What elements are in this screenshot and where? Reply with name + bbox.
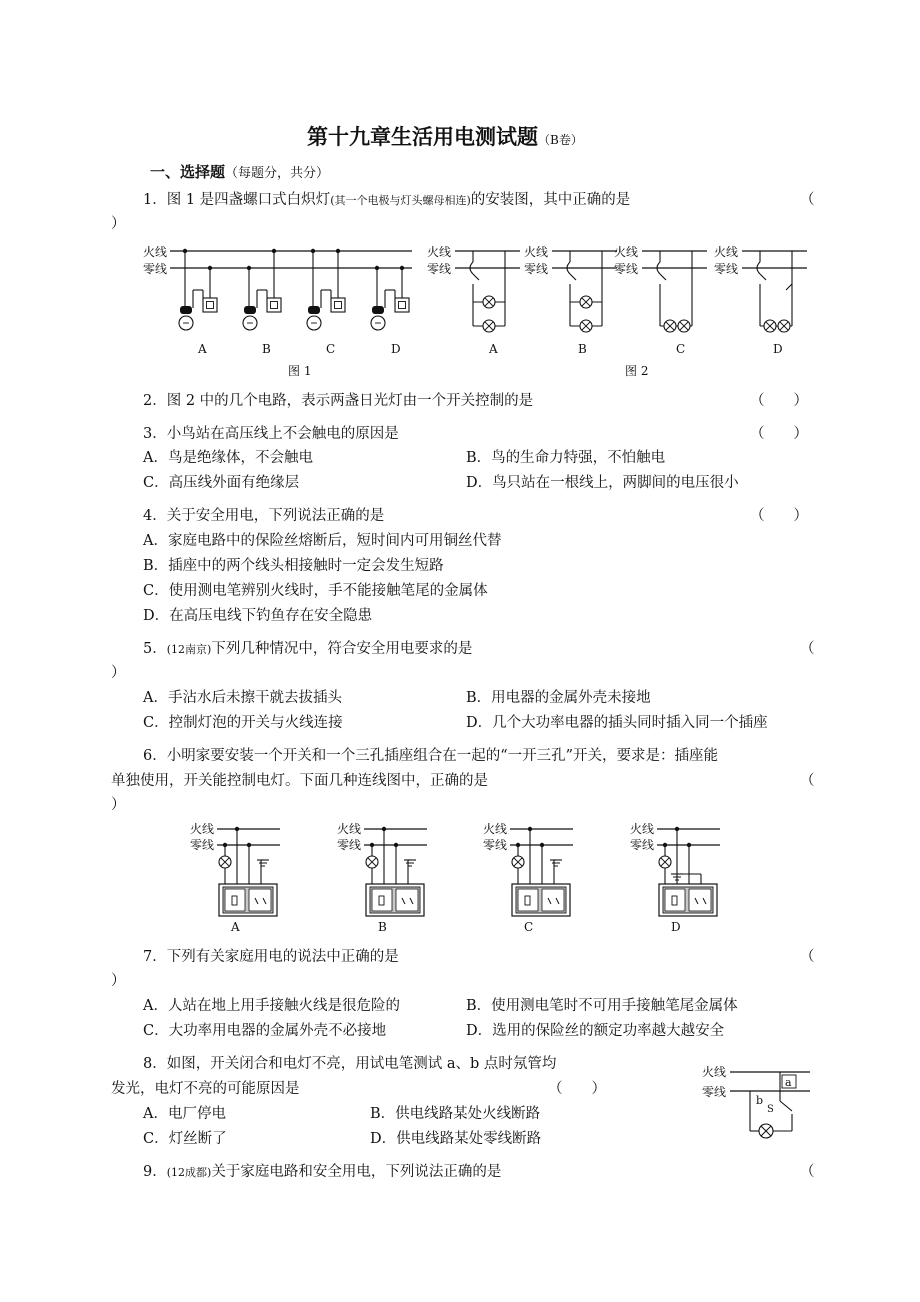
fluorescent-lamp-icon xyxy=(483,320,495,332)
socket-half xyxy=(396,889,418,911)
q5-option-d: D．几个大功率电器的插头同时插入同一个插座 xyxy=(466,715,768,731)
q8-number: 8． xyxy=(143,1056,167,1072)
q1-note: (其一个电极与灯头螺母相连) xyxy=(330,194,471,207)
q1-number: 1． xyxy=(143,192,167,208)
q5-answer-open: （ xyxy=(800,641,815,657)
fig2-neutral-label: 零线 xyxy=(614,262,639,276)
q7-answer-open: （ xyxy=(800,949,815,965)
q6-line2: 单独使用，开关能控制电灯。下面几种连线图中，正确的是 xyxy=(111,773,488,789)
q4-option-a: A．家庭电路中的保险丝熔断后，短时间内可用铜丝代替 xyxy=(143,533,502,549)
title-text: 第十九章生活用电测试题 xyxy=(307,125,538,149)
junction-dot xyxy=(375,266,379,270)
fig2-circuit-c xyxy=(614,244,707,332)
fig6-live-label: 火线 xyxy=(630,822,655,836)
q3-number: 3． xyxy=(143,426,167,442)
q7-option-d: D．选用的保险丝的额定功率越大越安全 xyxy=(466,1023,725,1039)
junction-dot xyxy=(516,843,520,847)
fig2-caption: 图 2 xyxy=(625,364,649,378)
q5-text: 下列几种情况中，符合安全用电要求的是 xyxy=(211,641,473,657)
q8-line1: 如图，开关闭合和电灯不亮，用试电笔测试 a、b 点时氖管均 xyxy=(166,1056,557,1072)
junction-dot xyxy=(183,249,187,253)
q6-answer-close: ） xyxy=(111,797,126,813)
q9-text: 关于家庭电路和安全用电，下列说法正确的是 xyxy=(211,1164,502,1180)
q8-option-b: B．供电线路某处火线断路 xyxy=(370,1106,541,1122)
fig2-label-d: D xyxy=(773,342,783,356)
fig6-live-label: 火线 xyxy=(483,822,508,836)
junction-dot xyxy=(247,843,251,847)
question-6 xyxy=(143,744,718,765)
fig6-label-b: B xyxy=(378,920,387,934)
section-heading xyxy=(150,161,329,182)
section-label: 一、选择题 xyxy=(150,163,226,181)
q4-option-d: D．在高压电线下钓鱼存在安全隐患 xyxy=(143,608,373,624)
q6-number: 6． xyxy=(143,748,167,764)
fig1-live-label: 火线 xyxy=(143,245,168,259)
q5-number: 5． xyxy=(143,641,167,657)
fig1-circuit-a xyxy=(179,249,217,330)
fig1-label-a: A xyxy=(198,342,207,356)
q1-text: 图 1 是四盏螺口式白炽灯 xyxy=(166,192,331,208)
q7-option-a: A．人站在地上用手接触火线是很危险的 xyxy=(143,998,400,1014)
figure-1 xyxy=(140,240,430,380)
question-9 xyxy=(143,1160,501,1181)
fig2-neutral-label: 零线 xyxy=(714,262,739,276)
junction-dot xyxy=(382,827,386,831)
junction-dot xyxy=(336,249,340,253)
fig2-label-a: A xyxy=(489,342,498,356)
bulb-socket xyxy=(244,306,256,314)
q8-option-c: C．灯丝断了 xyxy=(143,1131,227,1147)
fig2-label-b: B xyxy=(578,342,587,356)
junction-dot xyxy=(400,266,404,270)
fig6-live-label: 火线 xyxy=(190,822,215,836)
q3-option-d: D．鸟只站在一根线上，两脚间的电压很小 xyxy=(466,475,739,491)
q1-answer-close: ） xyxy=(111,216,126,232)
switch-inner xyxy=(207,302,214,309)
q2-text: 图 2 中的几个电路，表示两盏日光灯由一个开关控制的是 xyxy=(166,393,534,409)
q9-answer-open: （ xyxy=(800,1164,815,1180)
fig6-label-c: C xyxy=(524,920,534,934)
junction-dot xyxy=(687,843,691,847)
fig1-circuit-d xyxy=(371,266,409,330)
fig2-circuit-d xyxy=(714,244,807,332)
fig6-live-label: 火线 xyxy=(337,822,362,836)
junction-dot xyxy=(663,843,667,847)
q6-line1: 小明家要安装一个开关和一个三孔插座组合在一起的“一开三孔”开关，要求是：插座能 xyxy=(166,748,719,764)
q5-option-a: A．手沾水后未擦干就去拔插头 xyxy=(143,690,342,706)
question-8 xyxy=(143,1052,556,1073)
fig8-point-a: a xyxy=(785,1076,792,1089)
fluorescent-lamp-icon xyxy=(678,320,690,332)
fig6-neutral-label: 零线 xyxy=(483,838,508,852)
q5-source: (12南京) xyxy=(166,643,212,656)
q7-option-b: B．使用测电笔时不可用手接触笔尾金属体 xyxy=(466,998,738,1014)
q2-answer: （ ） xyxy=(750,393,808,409)
fluorescent-lamp-icon xyxy=(483,296,495,308)
junction-dot xyxy=(208,266,212,270)
switch-inner xyxy=(335,302,342,309)
junction-dot xyxy=(223,843,227,847)
q4-answer: （ ） xyxy=(750,508,808,524)
q3-option-b: B．鸟的生命力特强，不怕触电 xyxy=(466,450,666,466)
junction-dot xyxy=(675,827,679,831)
section-note: （每题分，共分） xyxy=(225,166,330,181)
switch-inner xyxy=(271,302,278,309)
q1-text-b: 的安装图，其中正确的是 xyxy=(470,192,631,208)
q8-line2: 发光，电灯不亮的可能原因是 xyxy=(111,1081,300,1097)
q7-answer-close: ） xyxy=(111,973,126,989)
q4-number: 4． xyxy=(143,508,167,524)
q3-answer: （ ） xyxy=(750,426,808,442)
question-7 xyxy=(143,945,399,966)
fluorescent-lamp-icon xyxy=(778,320,790,332)
question-4 xyxy=(143,504,384,525)
question-3 xyxy=(143,422,399,443)
fig6-circuit-c xyxy=(483,821,573,916)
q3-option-a: A．鸟是绝缘体，不会触电 xyxy=(143,450,313,466)
fluorescent-lamp-icon xyxy=(580,320,592,332)
q6-answer-open: （ xyxy=(800,773,815,789)
figure-2 xyxy=(425,240,815,380)
fig2-live-label: 火线 xyxy=(427,245,452,259)
fig6-neutral-label: 零线 xyxy=(630,838,655,852)
socket-half xyxy=(689,889,711,911)
fig1-label-d: D xyxy=(391,342,401,356)
fig2-neutral-label: 零线 xyxy=(427,262,452,276)
q1-answer-open: （ xyxy=(800,192,815,208)
q2-number: 2． xyxy=(143,393,167,409)
fluorescent-lamp-icon xyxy=(664,320,676,332)
q8-option-a: A．电厂停电 xyxy=(143,1106,226,1122)
q4-text: 关于安全用电，下列说法正确的是 xyxy=(166,508,385,524)
fig6-circuit-d xyxy=(630,821,720,916)
switch-toggle xyxy=(672,896,677,905)
q5-option-c: C．控制灯泡的开关与火线连接 xyxy=(143,715,343,731)
fig6-label-a: A xyxy=(231,920,240,934)
q4-option-c: C．使用测电笔辨别火线时，手不能接触笔尾的金属体 xyxy=(143,583,488,599)
question-5 xyxy=(143,637,472,658)
fluorescent-lamp-icon xyxy=(580,296,592,308)
lamp-icon xyxy=(219,856,231,868)
fig2-circuit-b xyxy=(524,244,617,332)
q7-option-c: C．大功率用电器的金属外壳不必接地 xyxy=(143,1023,387,1039)
junction-dot xyxy=(370,843,374,847)
fig2-circuit-a xyxy=(427,244,520,332)
switch-toggle xyxy=(379,896,384,905)
q4-option-b: B．插座中的两个线头相接触时一定会发生短路 xyxy=(143,558,444,574)
fig6-circuit-a xyxy=(190,821,280,916)
fig6-circuit-b xyxy=(337,821,427,916)
junction-dot xyxy=(540,843,544,847)
fluorescent-lamp-icon xyxy=(764,320,776,332)
bulb-socket xyxy=(180,306,192,314)
fig2-neutral-label: 零线 xyxy=(524,262,549,276)
bulb-socket xyxy=(372,306,384,314)
page-title xyxy=(307,121,583,151)
fig8-live-label: 火线 xyxy=(702,1065,727,1079)
lamp-icon xyxy=(366,856,378,868)
fig2-live-label: 火线 xyxy=(714,245,739,259)
fig1-circuit-c xyxy=(307,249,345,330)
fig6-neutral-label: 零线 xyxy=(190,838,215,852)
lamp-icon xyxy=(512,856,524,868)
fig1-circuit-b xyxy=(243,249,281,330)
junction-dot xyxy=(272,249,276,253)
q9-source: (12成都) xyxy=(166,1166,212,1179)
figure-q6 xyxy=(185,818,725,936)
figure-q8 xyxy=(700,1063,815,1143)
socket-half xyxy=(249,889,271,911)
q5-answer-close: ） xyxy=(111,665,126,681)
switch-toggle xyxy=(232,896,237,905)
fig2-live-label: 火线 xyxy=(524,245,549,259)
lamp-icon xyxy=(659,856,671,868)
q9-number: 9． xyxy=(143,1164,167,1180)
fig2-label-c: C xyxy=(676,342,686,356)
title-suffix: （B卷） xyxy=(538,133,583,147)
switch-toggle xyxy=(525,896,530,905)
fig8-point-b: b xyxy=(756,1094,764,1107)
question-2 xyxy=(143,389,533,410)
fig8-neutral-label: 零线 xyxy=(702,1085,727,1099)
junction-dot xyxy=(311,249,315,253)
q7-text: 下列有关家庭用电的说法中正确的是 xyxy=(166,949,399,965)
junction-dot xyxy=(394,843,398,847)
fig6-neutral-label: 零线 xyxy=(337,838,362,852)
q7-number: 7． xyxy=(143,949,167,965)
q8-option-d: D．供电线路某处零线断路 xyxy=(370,1131,542,1147)
q3-text: 小鸟站在高压线上不会触电的原因是 xyxy=(166,426,399,442)
fig1-neutral-label: 零线 xyxy=(143,262,168,276)
question-1 xyxy=(143,188,630,209)
junction-dot xyxy=(235,827,239,831)
q8-answer: （ ） xyxy=(548,1081,606,1097)
junction-dot xyxy=(528,827,532,831)
fig1-label-c: C xyxy=(326,342,336,356)
junction-dot xyxy=(247,266,251,270)
fig2-live-label: 火线 xyxy=(614,245,639,259)
q3-option-c: C．高压线外面有绝缘层 xyxy=(143,475,300,491)
fig1-label-b: B xyxy=(262,342,271,356)
fig8-switch-label: S xyxy=(767,1104,774,1115)
socket-half xyxy=(542,889,564,911)
fig6-label-d: D xyxy=(671,920,681,934)
switch-inner xyxy=(399,302,406,309)
bulb-socket xyxy=(308,306,320,314)
q5-option-b: B．用电器的金属外壳未接地 xyxy=(466,690,651,706)
fig1-caption: 图 1 xyxy=(288,364,312,378)
